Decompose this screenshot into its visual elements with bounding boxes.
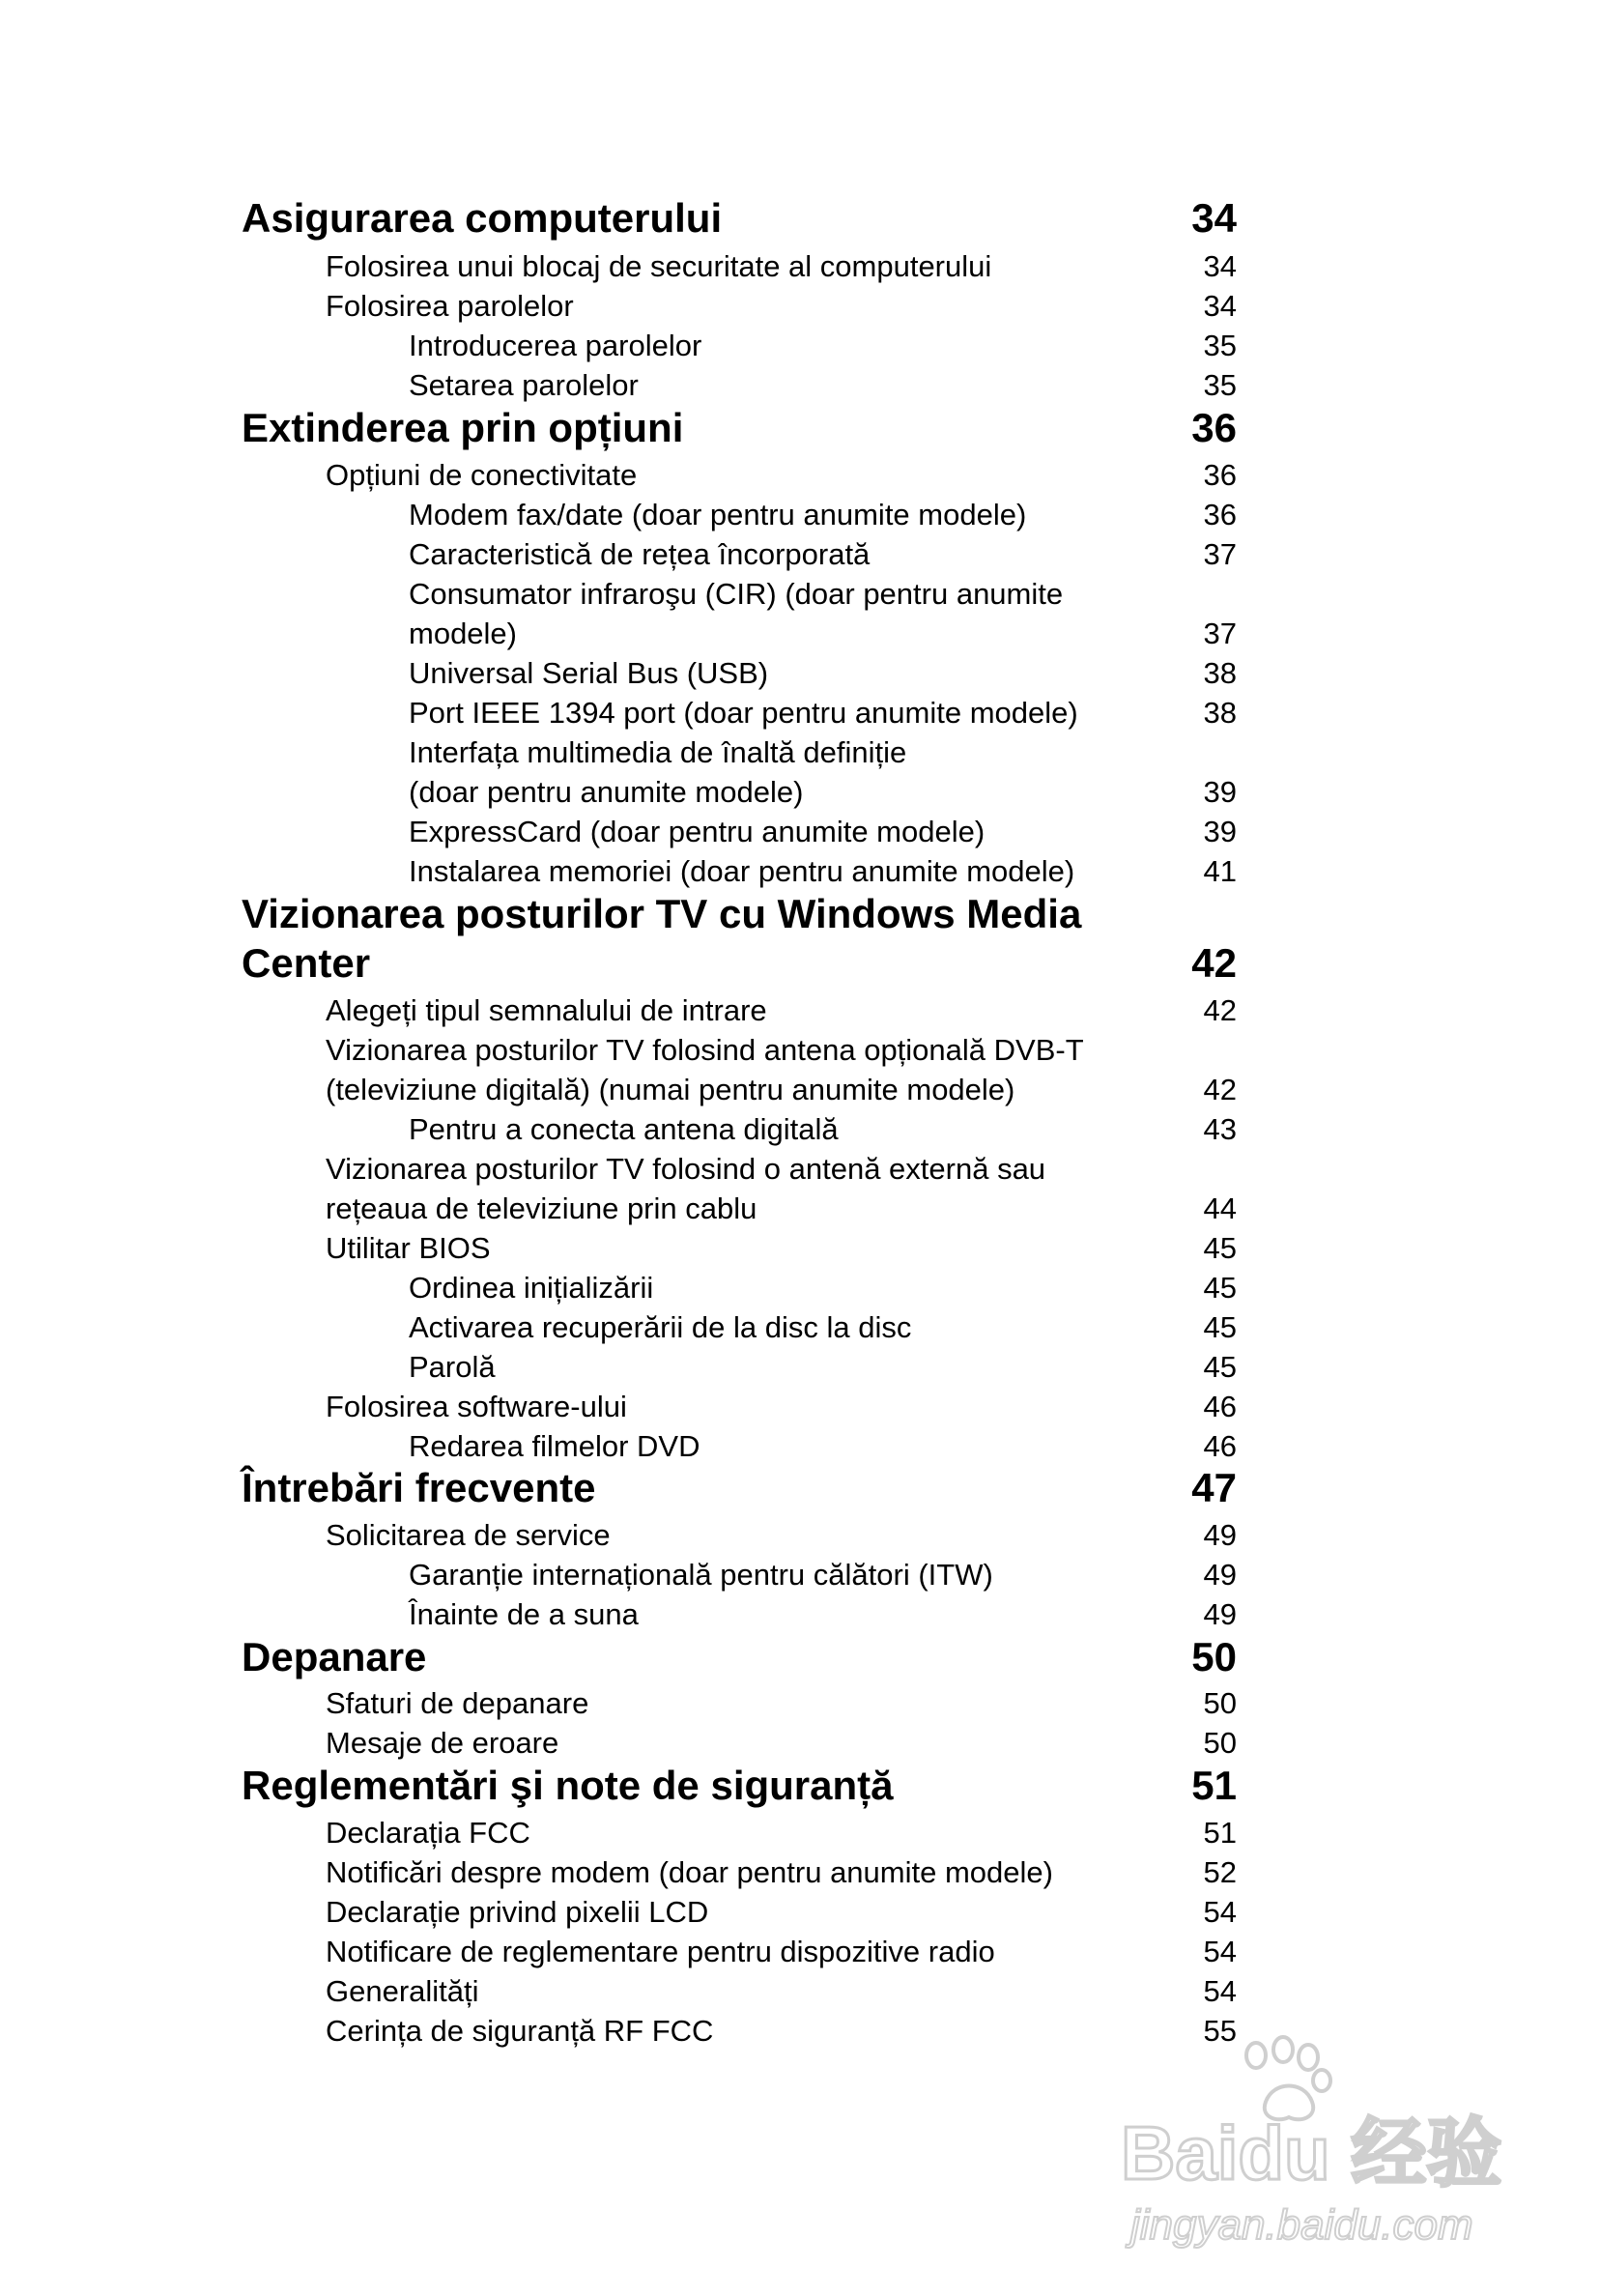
toc-title: Garanție internațională pentru călători (ITW) xyxy=(409,1558,993,1592)
toc-page-number: 45 xyxy=(1203,1271,1237,1305)
toc-page-number: 54 xyxy=(1203,1895,1237,1929)
toc-page-number: 35 xyxy=(1203,329,1237,362)
toc-title: Folosirea software-ului xyxy=(326,1390,627,1423)
toc-title: Înainte de a suna xyxy=(409,1597,639,1631)
toc-subentry[interactable] xyxy=(409,535,1237,574)
toc-page-number: 38 xyxy=(1203,656,1237,690)
toc-title: Reglementări şi note de siguranță xyxy=(242,1763,894,1808)
toc-page-number: 49 xyxy=(1203,1597,1237,1631)
toc-entry[interactable] xyxy=(326,1933,1237,1971)
toc-entry[interactable] xyxy=(326,991,1237,1030)
toc-page-number: 38 xyxy=(1203,696,1237,730)
toc-title: Folosirea unui blocaj de securitate al computerului xyxy=(326,249,992,283)
toc-title: Vizionarea posturilor TV cu Windows Media xyxy=(242,891,1082,936)
toc-page-number: 46 xyxy=(1203,1429,1237,1463)
toc-page-number: 54 xyxy=(1203,1935,1237,1968)
toc-title: Mesaje de eroare xyxy=(326,1726,559,1760)
toc-title: Pentru a conecta antena digitală xyxy=(409,1112,839,1146)
toc-subentry[interactable] xyxy=(409,733,1237,772)
toc-title: Consumator infraroşu (CIR) (doar pentru anumite xyxy=(409,577,1064,611)
toc-page-number: 45 xyxy=(1203,1231,1237,1265)
toc-heading[interactable] xyxy=(242,890,1237,938)
toc-title: Instalarea memoriei (doar pentru anumite modele) xyxy=(409,854,1075,888)
toc-entry[interactable] xyxy=(326,1190,1237,1228)
toc-page-number: 39 xyxy=(1203,815,1237,848)
toc-entry[interactable] xyxy=(326,1516,1237,1555)
toc-heading[interactable] xyxy=(242,194,1237,243)
toc-page-number: 50 xyxy=(1203,1726,1237,1760)
toc-title: Întrebări frecvente xyxy=(242,1465,596,1510)
toc-page-number: 35 xyxy=(1203,368,1237,402)
toc-page-number: 51 xyxy=(1203,1816,1237,1850)
toc-entry[interactable] xyxy=(326,1853,1237,1892)
watermark-url: jingyan.baidu.com xyxy=(1130,2201,1473,2249)
toc-title: rețeaua de televiziune prin cablu xyxy=(326,1191,757,1225)
toc-entry[interactable] xyxy=(326,1972,1237,2011)
toc-page-number: 34 xyxy=(1203,289,1237,323)
toc-page-number: 50 xyxy=(1191,1634,1237,1679)
toc-page-number: 46 xyxy=(1203,1390,1237,1423)
toc-page-number: 42 xyxy=(1203,993,1237,1027)
toc-entry[interactable] xyxy=(326,1150,1237,1189)
toc-page-number: 45 xyxy=(1203,1310,1237,1344)
toc-subentry[interactable] xyxy=(409,773,1237,812)
toc-title: Notificare de reglementare pentru dispozitive radio xyxy=(326,1935,995,1968)
toc-title: Universal Serial Bus (USB) xyxy=(409,656,769,690)
toc-heading[interactable] xyxy=(242,404,1237,452)
toc-title: Ordinea inițializării xyxy=(409,1271,654,1305)
toc-title: Port IEEE 1394 port (doar pentru anumite modele) xyxy=(409,696,1078,730)
toc-heading[interactable] xyxy=(242,1762,1237,1810)
toc-entry[interactable] xyxy=(326,1684,1237,1723)
toc-entry[interactable] xyxy=(326,1031,1237,1070)
toc-page-number: 36 xyxy=(1203,498,1237,531)
toc-heading[interactable] xyxy=(242,1464,1237,1512)
toc-page-number: 37 xyxy=(1203,617,1237,650)
toc-entry[interactable] xyxy=(326,247,1237,286)
toc-subentry[interactable] xyxy=(409,813,1237,851)
toc-subentry[interactable] xyxy=(409,496,1237,534)
paw-logo-icon xyxy=(1246,2037,1330,2119)
toc-title: Introducerea parolelor xyxy=(409,329,702,362)
toc-title: Depanare xyxy=(242,1634,427,1679)
toc-title: Solicitarea de service xyxy=(326,1518,611,1552)
toc-title: Center xyxy=(242,940,371,986)
toc-page-number: 37 xyxy=(1203,537,1237,571)
toc-title: Sfaturi de depanare xyxy=(326,1686,589,1720)
toc-title: Vizionarea posturilor TV folosind antena opțională DVB-T xyxy=(326,1033,1084,1067)
toc-title: Cerința de siguranță RF FCC xyxy=(326,2014,714,2048)
toc-title: (doar pentru anumite modele) xyxy=(409,775,804,809)
toc-page-number: 43 xyxy=(1203,1112,1237,1146)
watermark-brand: Baidu 经验 xyxy=(1121,2110,1502,2196)
toc-title: Utilitar BIOS xyxy=(326,1231,491,1265)
baidu-watermark xyxy=(1111,2034,1517,2256)
toc-title: Asigurarea computerului xyxy=(242,195,723,241)
toc-subentry[interactable] xyxy=(409,1595,1237,1634)
toc-title: Declarație privind pixelii LCD xyxy=(326,1895,709,1929)
toc-entry[interactable] xyxy=(326,1388,1237,1426)
toc-title: Caracteristică de rețea încorporată xyxy=(409,537,871,571)
toc-subentry[interactable] xyxy=(409,694,1237,732)
toc-heading[interactable] xyxy=(242,939,1237,988)
toc-page-number: 51 xyxy=(1191,1763,1237,1808)
toc-page-number: 39 xyxy=(1203,775,1237,809)
toc-entry[interactable] xyxy=(326,2012,1237,2051)
toc-title: Notificări despre modem (doar pentru anumite modele) xyxy=(326,1855,1053,1889)
toc-subentry[interactable] xyxy=(409,852,1237,891)
toc-title: Vizionarea posturilor TV folosind o antenă externă sau xyxy=(326,1152,1046,1186)
toc-page-number: 36 xyxy=(1191,405,1237,450)
toc-page-number: 36 xyxy=(1203,458,1237,492)
toc-title: Declarația FCC xyxy=(326,1816,530,1850)
toc-page-number: 47 xyxy=(1191,1465,1237,1510)
toc-title: ExpressCard (doar pentru anumite modele) xyxy=(409,815,986,848)
toc-subentry[interactable] xyxy=(409,575,1237,614)
toc-subentry[interactable] xyxy=(409,327,1237,365)
toc-title: Activarea recuperării de la disc la disc xyxy=(409,1310,912,1344)
toc-subentry[interactable] xyxy=(409,1269,1237,1307)
toc-title: modele) xyxy=(409,617,517,650)
toc-title: Extinderea prin opțiuni xyxy=(242,405,684,450)
toc-page-number: 44 xyxy=(1203,1191,1237,1225)
toc-page-number: 52 xyxy=(1203,1855,1237,1889)
toc-page-number: 45 xyxy=(1203,1350,1237,1384)
toc-entry[interactable] xyxy=(326,1229,1237,1268)
toc-page-number: 34 xyxy=(1203,249,1237,283)
toc-title: Interfața multimedia de înaltă definiție xyxy=(409,735,907,769)
toc-title: Parolă xyxy=(409,1350,496,1384)
toc-subentry[interactable] xyxy=(409,1427,1237,1466)
toc-subentry[interactable] xyxy=(409,1308,1237,1347)
toc-title: Alegeți tipul semnalului de intrare xyxy=(326,993,767,1027)
toc-title: Generalități xyxy=(326,1974,479,2008)
toc-page-number: 41 xyxy=(1203,854,1237,888)
toc-page-number: 49 xyxy=(1203,1558,1237,1592)
toc-entry[interactable] xyxy=(326,1724,1237,1763)
toc-heading[interactable] xyxy=(242,1633,1237,1681)
toc-title: Modem fax/date (doar pentru anumite modele) xyxy=(409,498,1027,531)
toc-title: Setarea parolelor xyxy=(409,368,639,402)
toc-subentry[interactable] xyxy=(409,366,1237,405)
toc-subentry[interactable] xyxy=(409,1348,1237,1387)
toc-title: Opțiuni de conectivitate xyxy=(326,458,638,492)
toc-subentry[interactable] xyxy=(409,654,1237,693)
toc-page-number: 55 xyxy=(1203,2014,1237,2048)
toc-subentry[interactable] xyxy=(409,1556,1237,1594)
toc-subentry[interactable] xyxy=(409,1110,1237,1149)
toc-entry[interactable] xyxy=(326,456,1237,495)
toc-entry[interactable] xyxy=(326,1814,1237,1852)
toc-page-number: 34 xyxy=(1191,195,1237,241)
toc-page-number: 50 xyxy=(1203,1686,1237,1720)
toc-title: Folosirea parolelor xyxy=(326,289,574,323)
toc-title: Redarea filmelor DVD xyxy=(409,1429,700,1463)
toc-subentry[interactable] xyxy=(409,615,1237,653)
toc-entry[interactable] xyxy=(326,287,1237,326)
toc-entry[interactable] xyxy=(326,1893,1237,1932)
toc-title: (televiziune digitală) (numai pentru anumite modele) xyxy=(326,1073,1015,1106)
toc-page-number: 42 xyxy=(1191,940,1237,986)
toc-page-number: 54 xyxy=(1203,1974,1237,2008)
toc-page-number: 49 xyxy=(1203,1518,1237,1552)
toc-page-number: 42 xyxy=(1203,1073,1237,1106)
toc-entry[interactable] xyxy=(326,1071,1237,1109)
